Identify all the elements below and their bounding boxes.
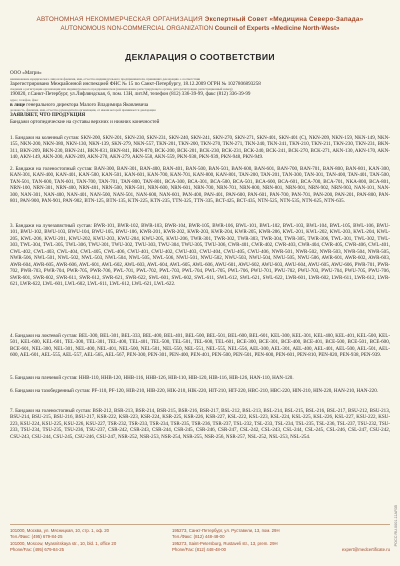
representative-caption: должность, фамилия, имя, отчество руководителя организации, от имени которой принимается декларация <box>10 108 156 113</box>
moscow-address-en: 101000, Moscow, Myasnitskaya str., 10, bld. 1, office 20 <box>10 541 117 546</box>
product-item-5 <box>10 375 390 381</box>
product-description: Бандажи ортопедические на суставы верхних и нижних конечностей <box>10 118 160 125</box>
side-code: РОСС RU.0001.11АЯ35 <box>394 505 398 547</box>
product-item-7 <box>10 408 390 440</box>
item-text: 6. Бандажи на тазобедренный сустав: PF-110, PF-120, HIB-210, HIB-220, HIK-210, HIK-220, HIT-210, HIT-220, HBC-210, HBC-220, HIN-210, HIN-220, HAN-210, HAN-220. <box>10 388 378 394</box>
org-en-name: Council of Experts «Medicine North-West» <box>214 25 340 32</box>
item-text: 7. Бандажи на голеностопный сустав: BSR-212, BSR-213, BSR-214, BSR-215, BSR-216, BSR-217, BSL-212, BSL-213, BSL-214, BSL-215, BSL-216, BSL-217, BSU-212, BSU-213, BSU-214, BSU-215, BSU-216, BSU-217, KSR-222, KSR-223, KSR-224, KSR-225, KSR-226, KSR-227, KSL-222, KSL-223, KSL-224, KSL-225, KSL-226, KSL-227, KSU-222, KSU-223, KSU-224, KSU-225, KSU-226, KSU-227, TSR-232, TSR-233, TSR-234, TSR-235, TSR-236, TSR-237, TSL-232, TSL-233, TSL-234, TSL-235, TSL-236, TSL-237, TSU-232, TSU-233, TSU-234, TSU-235, TSU-236, TSU-237, CSR-242, CSR-243, CSR-244, CSR-245, CSR-246, CSR-247, CSL-242, CSL-243, CSL-244, CSL-245, CSL-246, CSL-247, CSU-242, CSU-243, CSU-244, CSU-245, CSU-246, CSU-247, NSR-252, NSR-253, NSR-254, NSR-255, NSR-256, NSR-257, NSL-252, NSL-253, NSL-254. <box>10 408 390 440</box>
document-title: ДЕКЛАРАЦИЯ О СООТВЕТСТВИИ <box>125 52 275 62</box>
product-item-2 <box>10 166 390 205</box>
product-item-1 <box>10 135 390 161</box>
spb-phone-ru: Тел./Факс: (812) 448-48-00 <box>172 534 225 539</box>
letterhead <box>10 8 390 38</box>
product-item-3 <box>10 223 390 288</box>
org-en-prefix: AUTONOMOUS NON-COMMERCIAL ORGANIZATION <box>60 25 214 32</box>
product-item-6 <box>10 388 390 394</box>
org-ru-prefix: АВТОНОМНАЯ НЕКОММЕРЧЕСКАЯ ОРГАНИЗАЦИЯ <box>36 16 203 23</box>
footer-divider <box>10 524 390 525</box>
item-text: 5. Бандажи на плечевой сустав: HHB-110, HHB-120, HHB-116, HHB-126, HIB-110, HIB-120, HIB-116, HIB-126, HAN-110, HAN-120. <box>10 375 294 381</box>
moscow-phone-ru: Тел./Факс: (495) 679-84-25 <box>10 534 63 539</box>
applicant-block <box>10 70 394 126</box>
address-caption: адрес, телефон, факс <box>10 97 39 102</box>
representative-line <box>10 102 394 109</box>
letterhead-ru <box>10 16 390 23</box>
representative-name: генерального директора Малого Владимира Яковлевича <box>26 101 149 108</box>
applicant-registration: Зарегистрировано Межрайонной инспекцией ФНС № 15 по Санкт-Петербургу, 18.12.2009 ОГРН № 1027806893258 <box>10 80 261 87</box>
spb-address-ru: 195273, Санкт-Петербург, ул. Руставели, 13, пом. 29Н <box>172 528 280 533</box>
email-link[interactable]: expert@medcertificate.ru <box>341 547 390 552</box>
spb-address-en: 195273, Saint-Petersburg, Rustaveli str., 13, prem. 29H <box>172 541 278 546</box>
applicant-name-caption: наименование юридического лица или фамилия, имя, отчество индивидуального предпринимателя, принявших декларацию о соответствии <box>10 76 201 81</box>
representative-label: в лице <box>10 101 26 108</box>
item-text: 2. Бандажи на голеностопный сустав: BAN-300, BAN-301, BAN-400, BAN-401, BAN-500, BAN-501, BAN-600, BAN-601, BAN-700, BAN-701, BAN-800, BAN-801, KAN-300, KAN-301, KAN-400, KAN-401, KAN-500, KAN-501, KAN-601, KAN-700, KAN-701, KAN-800, KAN-801, TAN-200, TAN-201, TAN-300, TAN-301, TAN-400, TAN-401, TAN-500, TAN-501, TAN-600, TAN-601, TAN-700, TAN-701, TAN-800, TAN-801, BCA-300, BCA-301, BCA-500, BCA-501, BCA-600, BCA-601, BCA-700, BCA-701, NKA-800, BCA-801, NRN-100, NRN-301, NRN-400, NRN-401, NRN-500, NRN-501, NRN-600, NRN-601, NRN-700, NRN-701, NRN-800, NRN-801, NRN-901, NRN-902, NRN-903, NAN-101, NAN-300, NAN-301, NAN-400, NAN-401, NAN-500, NAN-501, NAN-600, NAN-601, PAN-400, PAN-401, PAN-600, PAN-601, PAN-700, PAN-701, PAN-200, PAN-201, PAN-800, PAN-801, PAN-900, PAN-901, PAN-902, BTN-125, BTN-135, KTN-225, KTN-235, TTN-325, TTN-335, BCT-425, BCT-435, NTN-525, NTN-535, NTN-625, NTN-635. <box>10 166 390 205</box>
item-text: 4. Бандажи на локтевой сустав: BEL-300, BEL-301, BEL-333, BEL-400, BEL-401, BEL-500, BEL-501, BEL-600, BEL-601, KEL-300, KEL-301, KEL-400, KEL-401, KEL-500, KEL-501, KEL-600, KEL-601, TEL-300, TEL-301, TEL-400, TEL-401, TEL-500, TEL-501, TEL-600, TEL-601, BCE-300, BCE-301, BCE-400, BCE-401, BCE-500, BCE-501, BCE-600, BCE-601, NEL-300, NEL-301, NEL-400, NEL-401, NEL-500, NEL-501, NEL-550, NEL-551, NEL-555, NEL-556, AEL-300, AEL-301, AEL-400, AEL-401, AEL-500, AEL-501, AEL-600, AEL-601, AEL-555, AEL-557, AEL-565, AEL-567, PEN-300, PEN-301, PEN-400, PEN-401, PEN-500, PEN-501, PEN-600, PEN-601, PEN-810, PEN-820, PEN-938, PEN-939. <box>10 333 390 359</box>
applicant-address: 190020, г.Санкт-Петербург, ул.Лифляндская, 6, пом. 13Н, лит.М, телефон (812) 336-39-99, факс (812) 336-39-99 <box>10 91 251 98</box>
spb-phone-en: Phone/Fax: (812) 448-48-00 <box>172 547 226 552</box>
moscow-address-ru: 101000, Москва, ул. Мясницкая, 10, стр. 1, оф. 20 <box>10 528 110 533</box>
registration-caption: сведения о регистрации организации или индивидуального предпринимателя (наименование регистрирующего органа, дата регистрации, регистрационный номер) <box>10 87 233 92</box>
letterhead-en <box>10 25 390 32</box>
declares-heading: ЗАЯВЛЯЕТ, ЧТО ПРОДУКЦИЯ <box>10 112 86 119</box>
applicant-name: ООО «Матри» <box>10 70 42 76</box>
item-text: 3. Бандажи на лучезапястный сустав: BWR-101, BWR-102, BWR-103, BWR-104, BWR-105, BWR-106, BWL-101, BWL-102, BWL-103, BWL-104, BWL-105, BWL-106, BWU-101, BWU-102, BWU-103, BWU-104, BWU-105, BWU-106, KWR-201, KWR-202, KWR-203, KWR-204, KWR-205, KWR-206, KWL-201, KWL-202, KWL-203, KWL-204, KWL-205, KWL-206, KWU-201, KWU-202, KWU-203, KWU-204, KWU-205, KWU-206, TWR-301, TWR-302, TWR-303, TWR-304, TWR-305, TWR-306, TWL-301, TWL-302, TWL-303, TWL-304, TWL-305, TWL-306, TWU-301, TWU-302, TWU-303, TWU-304, TWU-305, TWU-306, CWR-401, CWR-402, CWR-403, CWR-404, CWR-405, CWR-406, CWL-401, CWL-402, CWL-403, CWL-404, CWL-405, CWL-406, CWU-401, CWU-402, CWU-403, CWU-404, CWU-405, CWU-406, NWR-501, NWR-502, NWR-503, NWR-504, NWR-505, NWR-506, NWL-501, NWL-502, NWL-503, NWL-504, NWL-505, NWL-506, NWU-501, NWU-502, NWU-503, NWU-504, NWU-505, NWU-506, AWR-601, AWR-602, AWR-603, AWR-604, AWR-605, AWR-606, AWL-601, AWL-602, AWL-603, AWL-604, AWL-605, AWL-606, AWU-601, AWU-602, AWU-603, AWU-604, AWU-605, AWU-606, PWR-701, PWR-702, PWR-703, PWR-704, PWR-705, PWR-706, PWL-701, PWL-702, PWL-703, PWL-704, PWL-705, PWL-706, PWU-701, PWU-702, PWU-703, PWU-704, PWU-705, PWU-706, SWR-601, SWR-602, SWR-611, SWR-612, SWR-621, SWR-622, SWL-601, SWL-602, SWL-611, SWL-612, SWL-621, SWL-622, LWR-601, LWR-602, LWR-611, LWR-612, LWR-621, LWR-622, LWL-601, LWL-602, LWL-611, LWL-612, LWL-621, LWL-622. <box>10 223 390 288</box>
item-text: 1. Бандажи на коленный сустав: SKN-200, SKN-201, SKN-230, SKN-231, SKN-240, SKN-241, SKN-270, SKN-271, SKN-401, SKN-401 (С), NKN-209, NKN-159, NKN-149, NKN-155, NKN-200, NKN-380, NKN-130, NKN-139, SKN-279, NKN-557, TKN-201, TKN-200, TKN-270, TKN-271, TKN-240, TKN-241, TKN-210, TKN-211, TKN-230, TKN-231, BKN-311, BKN-209, BKN-230, BKN-241, BKN-831, BKN-841, BKN-870, BCK-200, BCK-201, BCK-230, BCK-231, BCK-240, BCK-241, BCK-270, BCK-271, AKN-130, AKN-170, AKN-140, AKN-149, AKN-200, AKN-209, AKN-270, AKN-279, AKN-558, AKN-559, PKN-938, PKN-939, PKN-948, PKN-949. <box>10 135 390 161</box>
org-ru-name: Экспертный Совет «Медицина Северо-Запада» <box>204 16 364 23</box>
product-item-4 <box>10 333 390 359</box>
moscow-phone-en: Phone/Fax: (495) 679-84-25 <box>10 547 64 552</box>
